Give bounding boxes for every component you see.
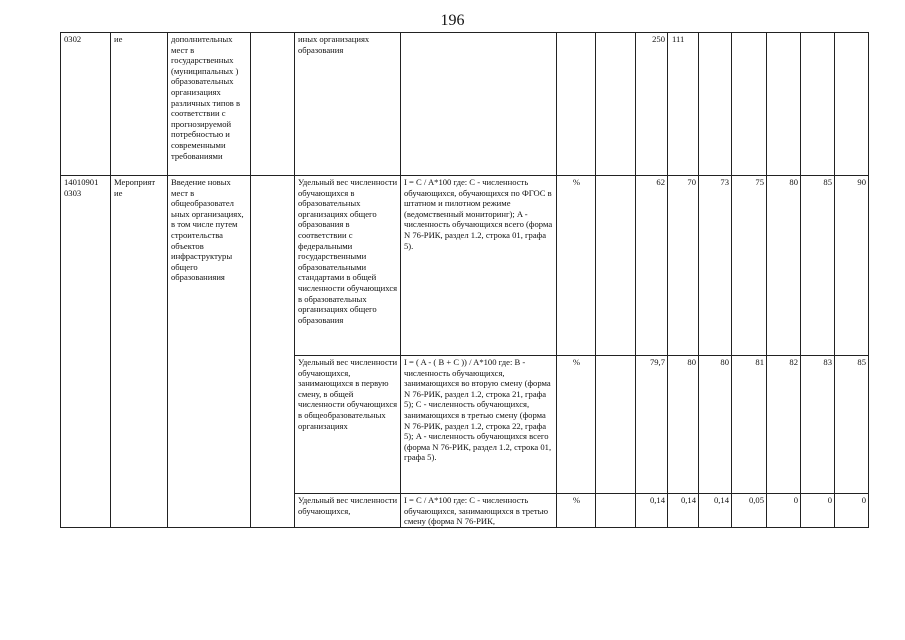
value-cell: 83 <box>801 356 835 494</box>
value-cell: 75 <box>732 176 767 356</box>
formula-cell: I = C / A*100 где: C - численность обучающихся, обучающихся по ФГОС в штатном и пилотном режиме (ведомственный мониторинг); A - численность обучающихся всего (форма N 76-РИК, раздел 1.2, строка 01, графа 5). <box>401 176 557 356</box>
indicator-cell: Удельный вес численности обучающихся, занимающихся в первую смену, в общей численности обучающихся в общеобразовательных организациях <box>295 356 401 494</box>
value-cell: 0,14 <box>699 494 732 528</box>
value-cell: 73 <box>699 176 732 356</box>
value-cell: 0,05 <box>732 494 767 528</box>
value-cell <box>835 33 869 176</box>
value-cell: 85 <box>801 176 835 356</box>
table-row <box>61 176 869 356</box>
value-cell: 90 <box>835 176 869 356</box>
indicator-cell: Удельный вес численности обучающихся в образовательных организациях общего образования в соответствии с федеральными государственными образовательными стандартами в общей численности обучающихся в образовательных организациях общего образования <box>295 176 401 356</box>
measure-code-cell: 14010901 0303 <box>61 176 111 528</box>
value-cell: 0 <box>835 494 869 528</box>
value-cell: 0 <box>767 494 801 528</box>
value-cell: 80 <box>767 176 801 356</box>
value-cell: 80 <box>668 356 699 494</box>
value-cell: 111 <box>668 33 699 176</box>
value-cell: 250 <box>636 33 668 176</box>
value-cell: 85 <box>835 356 869 494</box>
unit-cell: % <box>557 494 596 528</box>
indicator-cell: иных организациях образования <box>295 33 401 176</box>
unit-cell <box>557 33 596 176</box>
value-cell: 62 <box>636 176 668 356</box>
unit-cell: % <box>557 176 596 356</box>
table-row <box>61 33 869 176</box>
base-value-cell <box>596 356 636 494</box>
value-cell <box>699 33 732 176</box>
value-cell: 81 <box>732 356 767 494</box>
formula-cell <box>401 33 557 176</box>
base-value-cell <box>596 494 636 528</box>
measure-code-cell: 0302 <box>61 33 111 176</box>
empty-cell <box>251 176 295 528</box>
activity-cell: Введение новых мест в общеобразовател ьных организациях, в том числе путем строительства объектов инфраструктуры общего образованияия <box>168 176 251 528</box>
activity-cell: дополнительных мест в государственных (муниципальных ) образовательных организациях различных типов в соответствии с прогнозируемой потребностью и современными требованиями <box>168 33 251 176</box>
base-value-cell <box>596 176 636 356</box>
value-cell <box>732 33 767 176</box>
value-cell: 0,14 <box>636 494 668 528</box>
unit-cell: % <box>557 356 596 494</box>
value-cell: 70 <box>668 176 699 356</box>
measure-type-cell: Мероприят ие <box>111 176 168 528</box>
value-cell <box>767 33 801 176</box>
formula-cell: I = ( A - ( B + C )) / A*100 где: B - численность обучающихся, занимающихся во вторую смену (форма N 76-РИК, раздел 1.2, строка 21, графа 5); C - численность обучающихся, занимающихся в третью смену (форма N 76-РИК, раздел 1.2, строка 22, графа 5); A - численность обучающихся всего (форма N 76-РИК, раздел 1.2, строка 01, графа 5). <box>401 356 557 494</box>
empty-cell <box>251 33 295 176</box>
indicator-cell: Удельный вес численности обучающихся, <box>295 494 401 528</box>
page-number: 196 <box>440 12 465 29</box>
value-cell: 79,7 <box>636 356 668 494</box>
value-cell: 80 <box>699 356 732 494</box>
base-value-cell <box>596 33 636 176</box>
program-indicators-table <box>60 32 869 528</box>
value-cell: 0 <box>801 494 835 528</box>
formula-cell: I = C / A*100 где: C - численность обучающихся, занимающихся в третью смену (форма N 76-РИК, <box>401 494 557 528</box>
value-cell: 0,14 <box>668 494 699 528</box>
measure-type-cell: ие <box>111 33 168 176</box>
value-cell <box>801 33 835 176</box>
value-cell: 82 <box>767 356 801 494</box>
